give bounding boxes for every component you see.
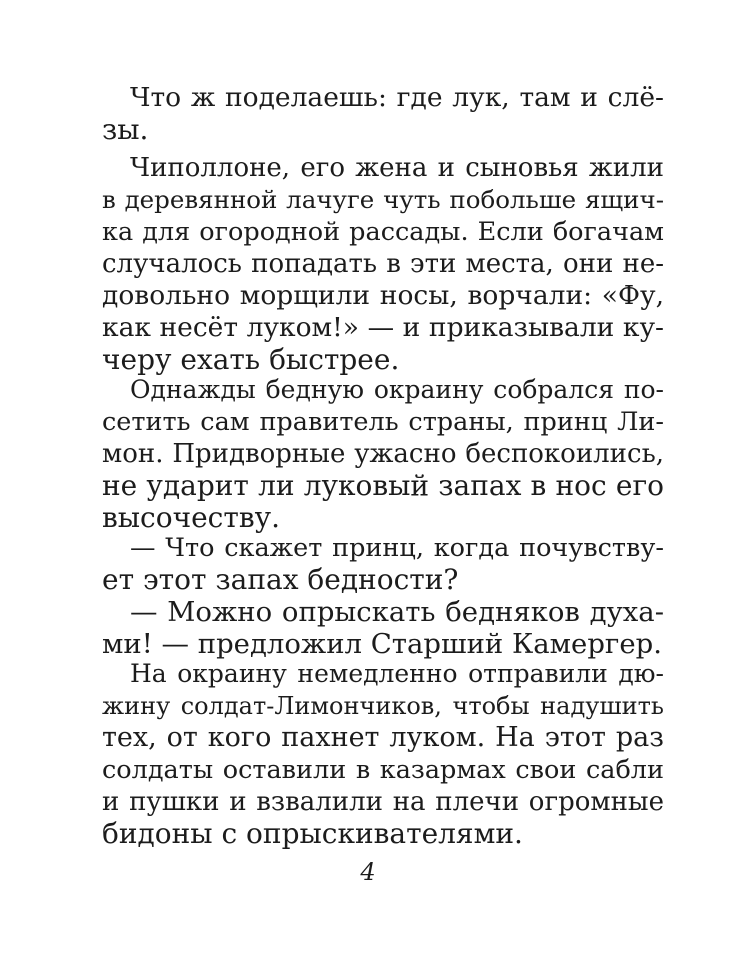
text-line: Что ж поделаешь: где лук, там и слё- — [130, 82, 664, 113]
text-line: — Можно опрыскать бедняков духа- — [130, 596, 664, 628]
text-line: бидоны с опрыскивателями. — [102, 817, 523, 850]
text-line: черу ехать быстрее. — [102, 343, 400, 376]
text-line: зы. — [102, 113, 149, 146]
text-line: высочеству. — [102, 501, 280, 534]
text-line: как несёт луком!» — и приказывали ку- — [102, 312, 664, 343]
text-line: — Что скажет принц, когда почувству- — [130, 533, 664, 563]
text-line: и пушки и взвалили на плечи огромные — [102, 787, 664, 817]
text-line: не ударит ли луковый запах в нос его — [102, 469, 664, 502]
page-number: 4 — [360, 858, 376, 886]
text-line: сетить сам правитель страны, принц Ли- — [102, 407, 664, 437]
text-line: Однажды бедную окраину собрался по- — [130, 375, 664, 404]
text-line: ка для огородной рассады. Если богачам — [102, 217, 664, 247]
text-line: Чиполлоне, его жена и сыновья жили — [130, 153, 664, 183]
text-line: случалось попадать в эти места, они не- — [102, 249, 664, 279]
text-line: тех, от кого пахнет луком. На этот раз — [102, 722, 664, 753]
text-line: жину солдат-Лимончиков, чтобы надушить — [102, 692, 664, 720]
text-line: На окраину немедленно отправили дю- — [130, 659, 664, 688]
text-line: ми! — предложил Старший Камергер. — [102, 628, 662, 660]
text-line: довольно морщили носы, ворчали: «Фу, — [102, 280, 664, 311]
text-line: ет этот запах бедности? — [102, 563, 459, 596]
text-line: в деревянной лачуге чуть побольше ящич- — [102, 185, 664, 214]
text-line: мон. Придворные ужасно беспокоились, — [102, 439, 664, 469]
text-line: солдаты оставили в казармах свои сабли — [102, 755, 664, 785]
